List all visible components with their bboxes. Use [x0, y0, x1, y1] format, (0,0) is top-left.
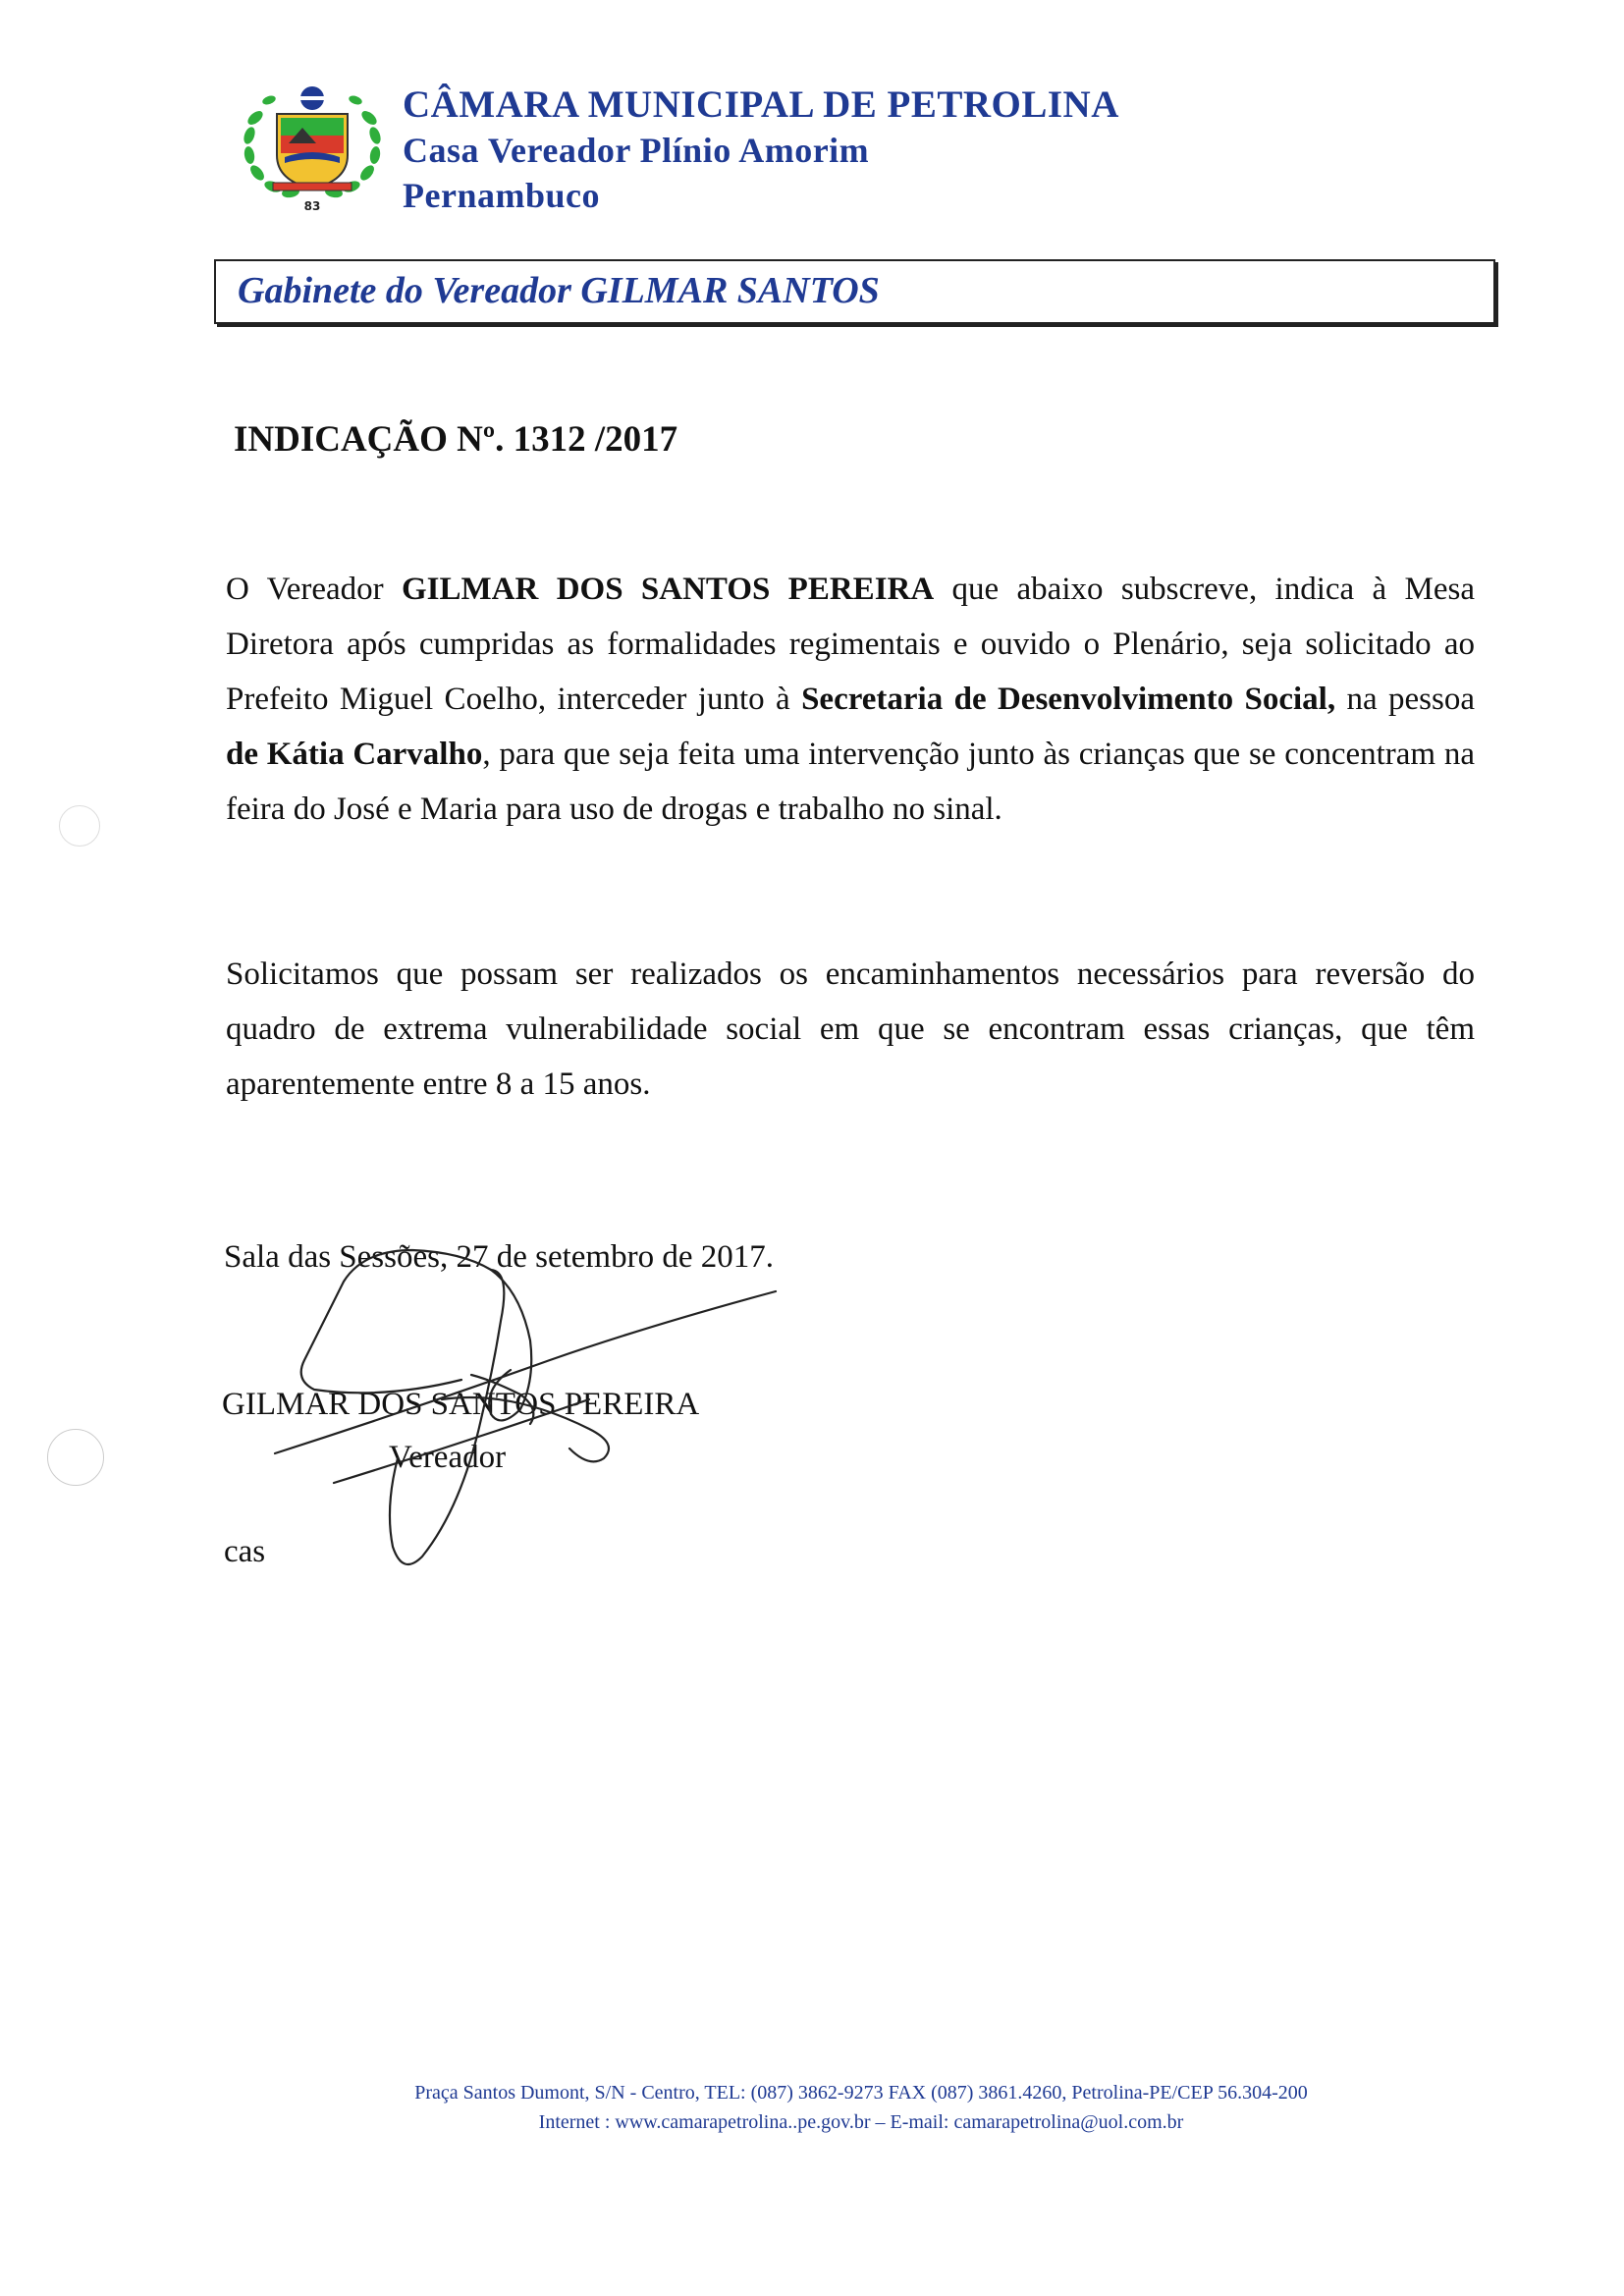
typist-initials: cas	[224, 1534, 266, 1569]
p1-bold-councilman: GILMAR DOS SANTOS PEREIRA	[402, 572, 935, 607]
p1-text-1: O Vereador	[226, 572, 403, 607]
p1-text-2: que abaixo subscreve, indica à Mesa Diretora após cumpridas as formalidades regimentais e ouvido o Plenário, seja solicitado ao Prefeito Miguel Coelho, interceder junto à	[226, 572, 1475, 717]
session-date: Sala das Sessões, 27 de setembro de 2017.	[224, 1239, 774, 1275]
body-paragraph-1	[226, 562, 1475, 837]
cabinet-banner	[214, 259, 1495, 324]
header-state: Pernambuco	[403, 176, 600, 215]
p1-bold-secretariat: Secretaria de Desenvolvimento Social,	[801, 682, 1336, 717]
handwritten-signature	[265, 1232, 815, 1586]
document-title: INDICAÇÃO Nº. 1312 /2017	[234, 419, 678, 460]
scan-artifact	[59, 805, 100, 847]
p1-bold-person: de Kátia Carvalho	[226, 737, 483, 772]
scan-artifact	[47, 1429, 104, 1486]
signer-name: GILMAR DOS SANTOS PEREIRA	[222, 1387, 700, 1422]
header-subtitle: Casa Vereador Plínio Amorim	[403, 131, 870, 170]
cabinet-title: Gabinete do Vereador GILMAR SANTOS	[238, 270, 880, 311]
p1-text-4: , para que seja feita uma intervenção junto às crianças que se concentram na feira do José e Maria para uso de drogas e trabalho no sinal.	[226, 737, 1475, 827]
signer-role: Vereador	[389, 1440, 507, 1475]
footer-contact: Internet : www.camarapetrolina..pe.gov.br – E-mail: camarapetrolina@uol.com.br	[538, 2111, 1184, 2133]
header-title: CÂMARA MUNICIPAL DE PETROLINA	[403, 83, 1119, 126]
body-paragraph-2: Solicitamos que possam ser realizados os encaminhamentos necessários para reversão do quadro de extrema vulnerabilidade social em que se encontram essas crianças, que têm aparentemente entre 8 a 15 anos.	[226, 957, 1475, 1102]
footer-address: Praça Santos Dumont, S/N - Centro, TEL: (087) 3862-9273 FAX (087) 3861.4260, Petrolina-PE/CEP 56.304-200	[414, 2082, 1308, 2104]
p1-text-3: na pessoa	[1335, 682, 1475, 717]
emblem-caption: 83	[303, 199, 321, 213]
municipal-emblem-icon	[234, 79, 391, 216]
